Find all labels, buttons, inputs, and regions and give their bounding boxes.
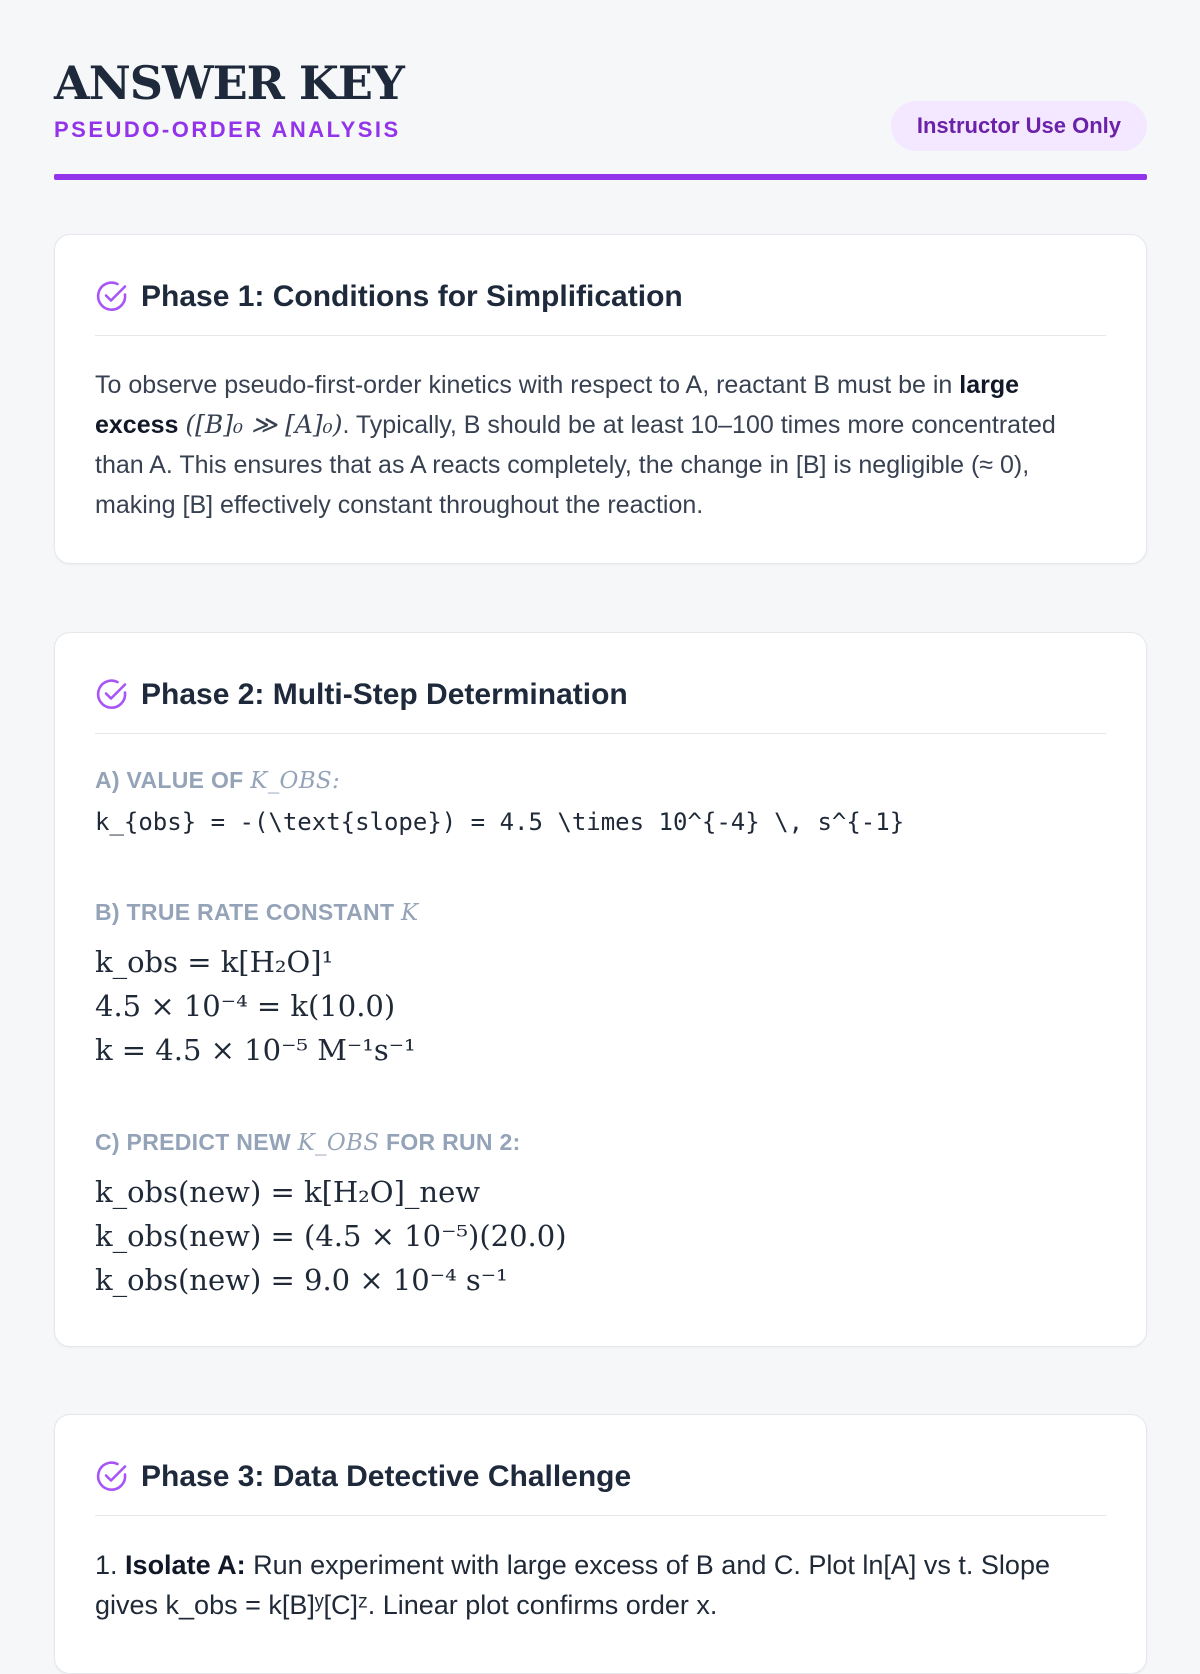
instructor-badge: Instructor Use Only xyxy=(891,101,1147,151)
part-b-equation: k = 4.5 × 10⁻⁵ M⁻¹s⁻¹ xyxy=(95,1033,416,1067)
part-c-equation: k_obs(new) = (4.5 × 10⁻⁵)(20.0) xyxy=(95,1219,567,1253)
phase1-paragraph xyxy=(95,365,1106,525)
check-circle-icon xyxy=(95,677,129,711)
part-c-label: C) PREDICT NEW K_OBS FOR RUN 2: xyxy=(95,1129,521,1156)
phase3-card xyxy=(54,1414,1147,1674)
part-a-label-math: K_OBS: xyxy=(250,768,340,794)
page-header xyxy=(54,0,1147,182)
phase1-body xyxy=(95,365,1106,525)
part-a-code: k_{obs} = -(\text{slope}) = 4.5 \times 10^{-4} \, s^{-1} xyxy=(95,808,905,836)
part-b-equation: k_obs = k[H₂O]¹ xyxy=(95,945,334,979)
phase1-header xyxy=(95,235,1106,336)
check-circle-icon xyxy=(95,279,129,313)
phase2-title: Phase 2: Multi-Step Determination xyxy=(141,678,628,711)
phase2-part-c xyxy=(95,1129,1106,1302)
phase1-math-condition: ([B]₀ ≫ [A]₀) xyxy=(185,410,343,439)
phase3-header xyxy=(95,1415,1106,1516)
phase3-title: Phase 3: Data Detective Challenge xyxy=(141,1460,632,1493)
phase1-text-before: To observe pseudo-first-order kinetics with respect to A, reactant B must be in xyxy=(95,371,953,399)
page-title: ANSWER KEY xyxy=(54,56,404,110)
phase1-text-after: . Typically, B should be at least 10–100 times more concentrated than A. This ensures that as A reacts completely, the change in [B] is negligible (≈ 0), making [B] effectively constant throughout the reaction. xyxy=(95,411,1056,519)
answer-key-page xyxy=(54,0,1147,1620)
phase1-title: Phase 1: Conditions for Simplification xyxy=(141,280,683,313)
part-b-label-math: K xyxy=(401,900,419,926)
phase3-item-text: Run experiment with large excess of B and C. Plot ln[A] vs t. Slope gives k_obs = k[B]ʸ[C]ᶻ. Linear plot confirms order x. xyxy=(95,1550,1050,1620)
phase1-bold-term: large excess xyxy=(95,371,1020,439)
phase2-part-a xyxy=(95,767,1106,836)
phase1-card xyxy=(54,234,1147,564)
phase2-header xyxy=(95,633,1106,734)
part-c-label-math: K_OBS xyxy=(297,1130,380,1156)
phase3-body xyxy=(95,1545,1106,1625)
phase2-part-b xyxy=(95,899,1106,1072)
part-b-label: B) TRUE RATE CONSTANT K xyxy=(95,899,419,926)
part-a-label: A) VALUE OF K_OBS: xyxy=(95,767,340,794)
phase3-list-item: 1. Isolate A: Run experiment with large excess of B and C. Plot ln[A] vs t. Slope gives k_obs = k[B]ʸ[C]ᶻ. Linear plot confirms order x. xyxy=(95,1550,1050,1620)
part-c-equation: k_obs(new) = 9.0 × 10⁻⁴ s⁻¹ xyxy=(95,1263,508,1297)
part-c-equations xyxy=(95,1170,1106,1302)
phase2-card xyxy=(54,632,1147,1347)
phase3-item-heading: Isolate A: xyxy=(125,1550,246,1580)
part-b-equations xyxy=(95,940,1106,1072)
part-c-equation: k_obs(new) = k[H₂O]_new xyxy=(95,1175,481,1209)
header-divider xyxy=(54,174,1147,180)
check-circle-icon xyxy=(95,1459,129,1493)
part-b-equation: 4.5 × 10⁻⁴ = k(10.0) xyxy=(95,989,396,1023)
page-subtitle: PSEUDO-ORDER ANALYSIS xyxy=(54,117,401,142)
